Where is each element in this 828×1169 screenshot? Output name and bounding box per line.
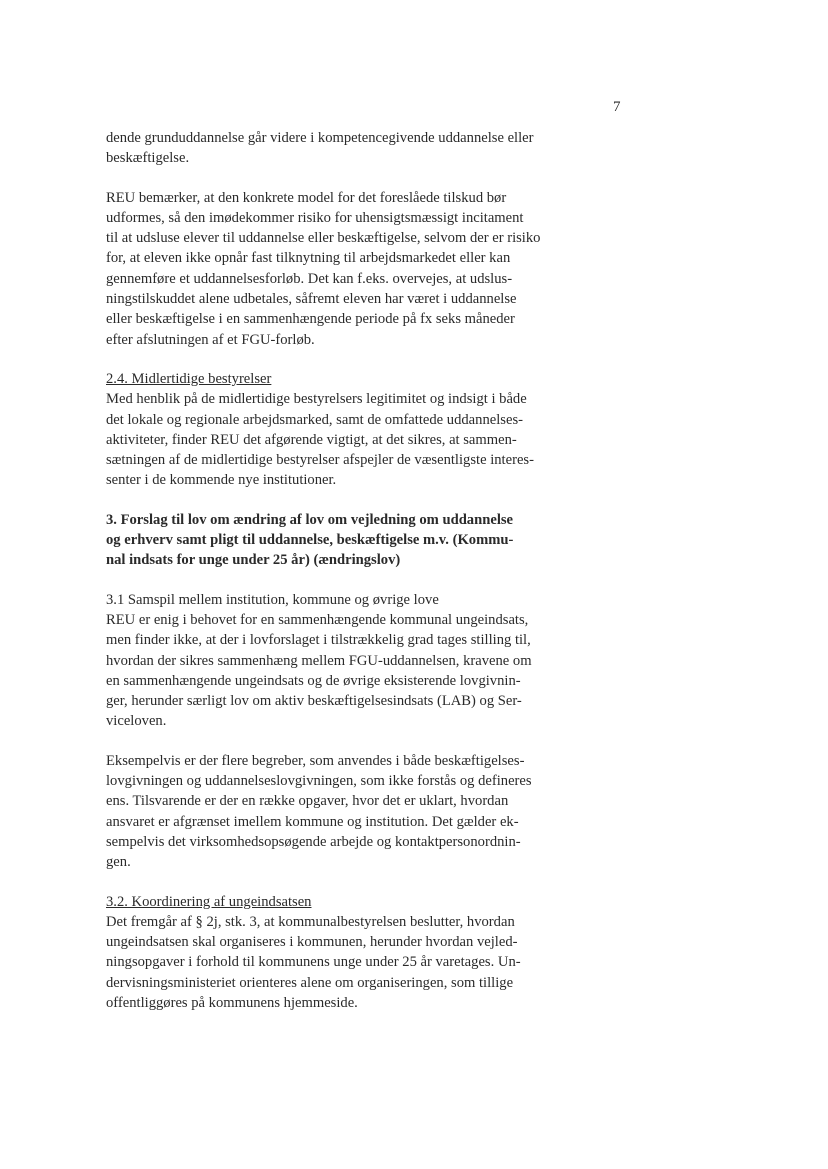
- paragraph-gap: [106, 350, 564, 369]
- text-line: dende grunduddannelse går videre i kompetencegivende uddannelse eller: [106, 130, 534, 146]
- section-heading: [106, 369, 564, 389]
- text-line: til at udsluse elever til uddannelse eller beskæftigelse, selvom der er risiko: [106, 230, 541, 247]
- paragraph: [106, 751, 564, 873]
- text-line: det lokale og regionale arbejdsmarked, samt de omfattede uddannelses-: [106, 411, 523, 428]
- text-line: beskæftigelse.: [106, 150, 190, 167]
- section-heading-text: 2.4. Midlertidige bestyrelser: [106, 370, 272, 387]
- text-line: 3.1 Samspil mellem institution, kommune og øvrige love: [106, 591, 439, 608]
- paragraph-gap: [106, 732, 564, 751]
- text-line: en sammenhængende ungeindsats og de øvrige eksisterende lovgivnin-: [106, 672, 521, 689]
- text-line: ningsopgaver i forhold til kommunens unge under 25 år varetages. Un-: [106, 954, 521, 971]
- paragraph: [106, 128, 564, 169]
- paragraph-gap: [106, 873, 564, 892]
- text-line: men finder ikke, at der i lovforslaget i tilstrækkelig grad tages stilling til,: [106, 632, 531, 649]
- paragraph-gap: [106, 491, 564, 510]
- text-line: sætningen af de midlertidige bestyrelser afspejler de væsentligste interes-: [106, 452, 534, 469]
- text-line: viceloven.: [106, 713, 167, 730]
- page-number: 7: [613, 99, 621, 115]
- text-line: eller beskæftigelse i en sammenhængende periode på fx seks måneder: [106, 311, 515, 328]
- text-line: Med henblik på de midlertidige bestyrelsers legitimitet og indsigt i både: [106, 391, 527, 408]
- text-line: ansvaret er afgrænset imellem kommune og institution. Det gælder ek-: [106, 813, 519, 830]
- paragraph: [106, 188, 564, 350]
- text-line: for, at eleven ikke opnår fast tilknytning til arbejdsmarkedet eller kan: [106, 250, 511, 267]
- chapter-heading-line: nal indsats for unge under 25 år) (ændringslov): [106, 552, 401, 569]
- text-line: ger, herunder særligt lov om aktiv beskæftigelsesindsats (LAB) og Ser-: [106, 693, 522, 710]
- section: [106, 369, 564, 491]
- text-line: REU er enig i behovet for en sammenhængende kommunal ungeindsats,: [106, 611, 529, 628]
- section-heading-text: 3.2. Koordinering af ungeindsatsen: [106, 893, 312, 910]
- text-line: Eksempelvis er der flere begreber, som anvendes i både beskæftigelses-: [106, 752, 525, 769]
- paragraph-gap: [106, 169, 564, 188]
- text-line: gen.: [106, 854, 131, 871]
- text-line: aktiviteter, finder REU det afgørende vigtigt, at det sikres, at sammen-: [106, 431, 517, 448]
- text-line: offentliggøres på kommunens hjemmeside.: [106, 994, 358, 1011]
- text-line: Det fremgår af § 2j, stk. 3, at kommunalbestyrelsen beslutter, hvordan: [106, 913, 515, 930]
- paragraph: [106, 590, 564, 732]
- text-line: efter afslutningen af et FGU-forløb.: [106, 331, 315, 348]
- text-line: senter i de kommende nye institutioner.: [106, 472, 337, 489]
- section-heading: [106, 892, 564, 912]
- document-body: [106, 128, 564, 1013]
- section: [106, 892, 564, 1014]
- text-line: ens. Tilsvarende er der en række opgaver, hvor det er uklart, hvordan: [106, 793, 509, 810]
- text-line: dervisningsministeriet orienteres alene om organiseringen, som tillige: [106, 974, 514, 991]
- paragraph-gap: [106, 571, 564, 590]
- chapter-heading-line: 3. Forslag til lov om ændring af lov om vejledning om uddannelse: [106, 511, 514, 528]
- chapter-heading-line: og erhverv samt pligt til uddannelse, beskæftigelse m.v. (Kommu-: [106, 532, 514, 549]
- text-line: ungeindsatsen skal organiseres i kommunen, herunder hvordan vejled-: [106, 934, 518, 951]
- text-line: sempelvis det virksomhedsopsøgende arbejde og kontaktpersonordnin-: [106, 833, 521, 850]
- chapter-heading: [106, 510, 564, 571]
- text-line: gennemføre et uddannelsesforløb. Det kan f.eks. overvejes, at udslus-: [106, 270, 513, 287]
- text-line: REU bemærker, at den konkrete model for det foreslåede tilskud bør: [106, 189, 507, 206]
- text-line: udformes, så den imødekommer risiko for uhensigtsmæssigt incitament: [106, 209, 524, 226]
- text-line: lovgivningen og uddannelseslovgivningen, som ikke forstås og defineres: [106, 773, 532, 790]
- text-line: hvordan der sikres sammenhæng mellem FGU-uddannelsen, kravene om: [106, 652, 532, 669]
- text-line: ningstilskuddet alene udbetales, såfremt eleven har været i uddannelse: [106, 291, 517, 308]
